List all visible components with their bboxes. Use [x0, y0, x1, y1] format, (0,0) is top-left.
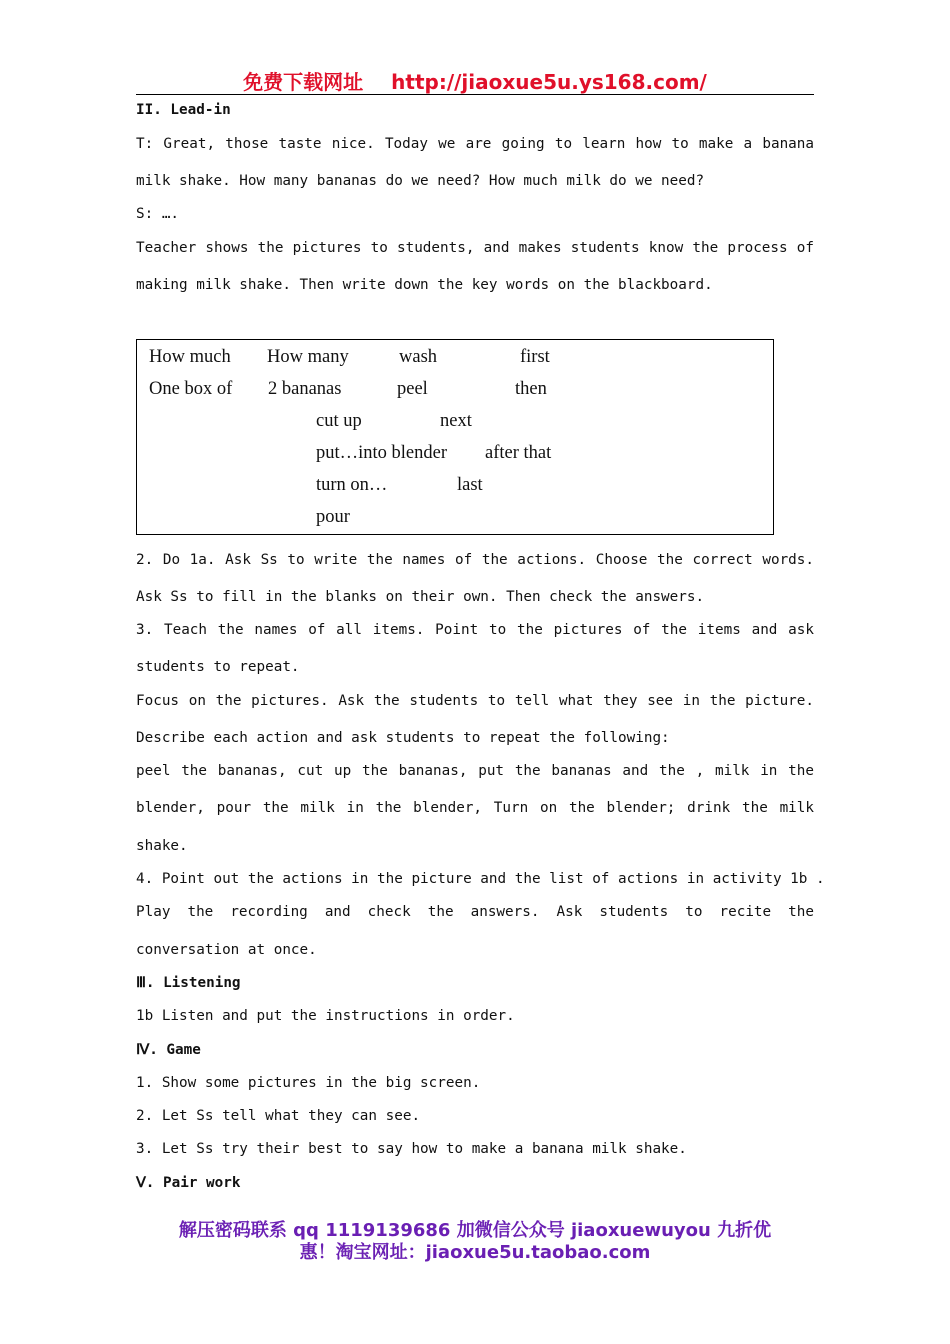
footer-contact-line-2[interactable]: 惠！淘宝网址：jiaoxue5u.taobao.com — [299, 1242, 651, 1263]
game-item-1: 1. Show some pictures in the big screen. — [136, 1075, 481, 1091]
page-header — [136, 66, 814, 95]
game-heading: Ⅳ. Game — [136, 1042, 201, 1058]
step-2-line-1: 2. Do 1a. Ask Ss to write the names of the actions. Choose the correct words. — [136, 552, 814, 568]
step-4-line-3: conversation at once. — [136, 942, 317, 958]
keyword-cut-up: cut up — [316, 411, 362, 431]
listening-heading: Ⅲ. Listening — [136, 975, 241, 991]
teacher-dialogue-line-1: T: Great, those taste nice. Today we are going to learn how to make a banana — [136, 136, 814, 152]
footer-contact-line-1: 解压密码联系 qq 1119139686 加微信公众号 jiaoxuewuyou 九折优 — [178, 1220, 772, 1241]
actions-line-2: blender, pour the milk in the blender, Turn on the blender; drink the milk — [136, 800, 814, 816]
blackboard-keywords-box — [136, 339, 774, 535]
header-title: 免费下载网址 — [243, 70, 364, 94]
focus-line-2: Describe each action and ask students to repeat the following: — [136, 730, 670, 746]
keyword-first: first — [520, 347, 550, 367]
game-item-3: 3. Let Ss try their best to say how to make a banana milk shake. — [136, 1141, 687, 1157]
keyword-after-that: after that — [485, 443, 552, 463]
teacher-dialogue-line-2: milk shake. How many bananas do we need? How much milk do we need? — [136, 173, 705, 189]
keyword-next: next — [440, 411, 472, 431]
step-3-line-1: 3. Teach the names of all items. Point to the pictures of the items and ask — [136, 622, 814, 638]
header-url-link[interactable]: http://jiaoxue5u.ys168.com/ — [391, 70, 707, 94]
step-2-line-2: Ask Ss to fill in the blanks on their own. Then check the answers. — [136, 589, 705, 605]
keyword-put-into-blender: put…into blender — [316, 443, 448, 463]
lead-in-heading: II. Lead-in — [136, 102, 231, 118]
actions-line-3: shake. — [136, 838, 188, 854]
actions-line-1: peel the bananas, cut up the bananas, put the bananas and the , milk in the — [136, 763, 814, 779]
listening-line: 1b Listen and put the instructions in order. — [136, 1008, 515, 1024]
keyword-wash: wash — [399, 347, 438, 367]
keyword-pour: pour — [316, 507, 350, 527]
keyword-peel: peel — [397, 379, 428, 399]
keyword-one-box-of: One box of — [149, 379, 233, 399]
keyword-how-much: How much — [149, 347, 231, 367]
step-3-line-2: students to repeat. — [136, 659, 300, 675]
keyword-turn-on: turn on… — [316, 475, 388, 495]
step-4-line-2: Play the recording and check the answers. Ask students to recite the — [136, 904, 814, 920]
pair-work-heading: Ⅴ. Pair work — [136, 1175, 241, 1191]
teacher-instruction-line-2: making milk shake. Then write down the key words on the blackboard. — [136, 277, 713, 293]
game-item-2: 2. Let Ss tell what they can see. — [136, 1108, 421, 1124]
teacher-instruction-line-1: Teacher shows the pictures to students, and makes students know the process of — [136, 240, 814, 256]
keyword-last: last — [457, 475, 483, 495]
focus-line-1: Focus on the pictures. Ask the students to tell what they see in the picture. — [136, 693, 814, 709]
keyword-then: then — [515, 379, 547, 399]
header-divider — [136, 94, 814, 95]
keyword-how-many: How many — [267, 347, 349, 367]
step-4-line-1: 4. Point out the actions in the picture and the list of actions in activity 1b . — [136, 871, 825, 887]
student-response-line: S: …. — [136, 206, 180, 222]
keyword-two-bananas: 2 bananas — [268, 379, 342, 399]
